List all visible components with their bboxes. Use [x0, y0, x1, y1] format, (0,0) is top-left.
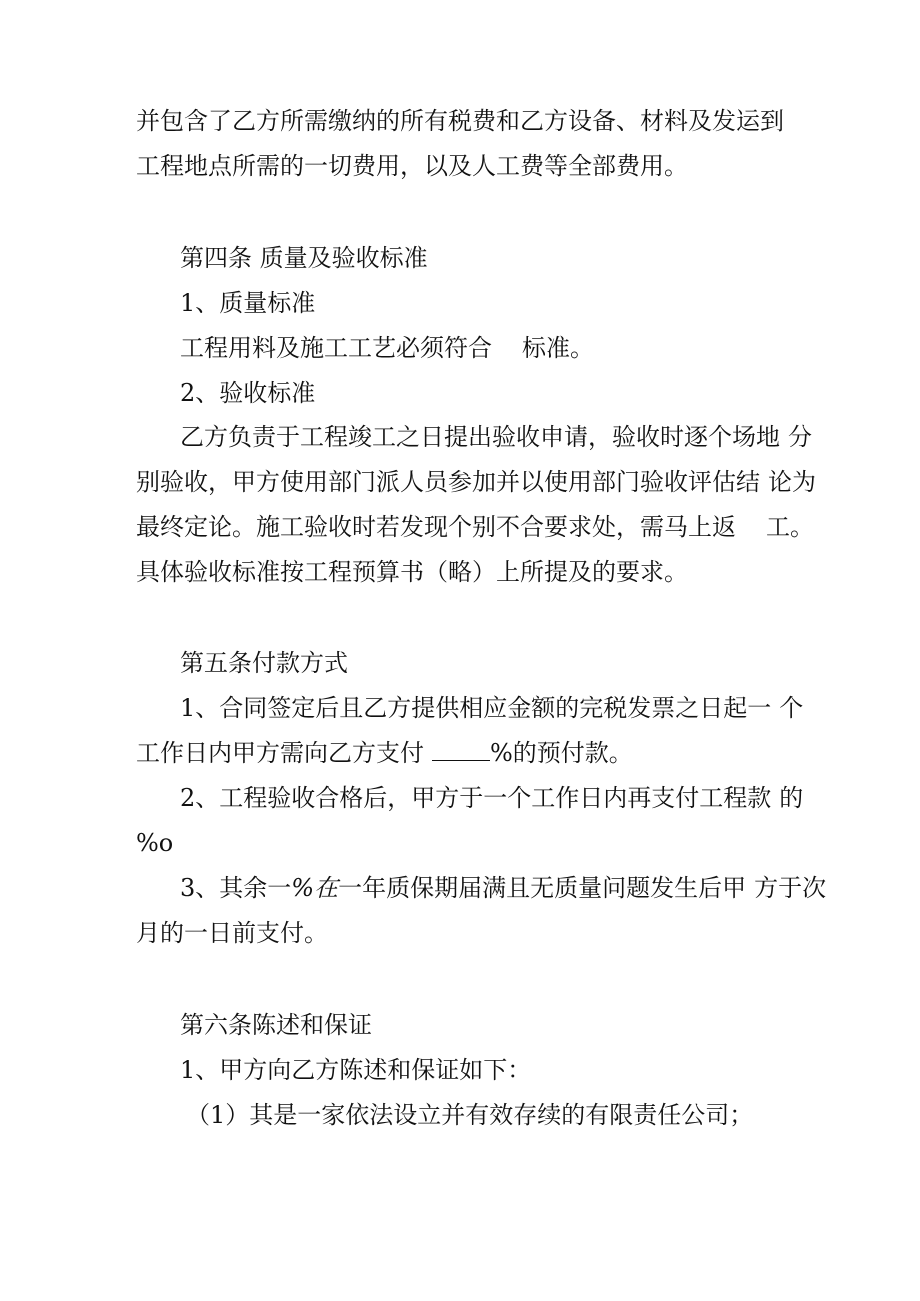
text-span: 一年质保期届满且无质量问题发生后甲 [338, 874, 747, 902]
paragraph-line [180, 422, 812, 452]
text-span: 2、验收标准 [180, 379, 316, 407]
paragraph-line [136, 151, 688, 181]
paragraph-line [186, 1100, 753, 1130]
text-span: 个 [779, 694, 804, 722]
text-span: 月的一日前支付。 [136, 919, 328, 947]
text-span: 标准。 [522, 334, 594, 362]
text-span: %的预付款。 [490, 739, 633, 767]
text-span: 的 [779, 784, 804, 812]
text-span: 并包含了乙方所需缴纳的所有税费和乙方设备、材料及发运到 [136, 107, 784, 135]
text-span: 具体验收标准按工程预算书（略）上所提及的要求。 [136, 558, 688, 586]
text-span: 2、工程验收合格后，甲方于一个工作日内再支付工程款 [180, 784, 772, 812]
paragraph-line [180, 873, 826, 903]
text-span: 第六条陈述和保证 [180, 1011, 372, 1039]
text-span: 工程用料及施工工艺必须符合 [180, 334, 492, 362]
fill-in-blank [432, 740, 490, 761]
paragraph-line [136, 557, 688, 587]
paragraph-line [136, 918, 328, 948]
text-span: 乙方负责于工程竣工之日提出验收申请，验收时逐个场地 [180, 423, 780, 451]
text-span: 分 [788, 423, 812, 451]
paragraph-line [180, 693, 803, 723]
text-span: 第四条 质量及验收标准 [180, 244, 428, 272]
text-span: 方于次 [754, 874, 827, 902]
paragraph-line [180, 783, 803, 813]
text-span: %o [136, 829, 174, 857]
paragraph-line [180, 333, 594, 363]
subsection-heading [180, 288, 315, 318]
section-heading [180, 243, 428, 273]
text-span: 论为 [768, 468, 816, 496]
paragraph-line [136, 467, 816, 497]
subsection-heading [180, 378, 315, 408]
paragraph-line [180, 1055, 531, 1085]
text-span: 3、其余一 [180, 874, 292, 902]
text-span: 1、甲方向乙方陈述和保证如下： [180, 1056, 532, 1084]
paragraph-line [136, 106, 784, 136]
text-span: 最终定论。施工验收时若发现个别不合要求处，需马上返 [136, 513, 736, 541]
text-span: 工作日内甲方需向乙方支付 [136, 739, 424, 767]
text-span: 1、质量标准 [180, 289, 316, 317]
text-span: （1）其是一家依法设立并有效存续的有限责任公司； [186, 1101, 754, 1129]
text-span: 第五条付款方式 [180, 649, 348, 677]
text-span: 别验收，甲方使用部门派人员参加并以使用部门验收评估结 [136, 468, 760, 496]
section-heading [180, 1010, 372, 1040]
text-span: 工程地点所需的一切费用，以及人工费等全部费用。 [136, 152, 688, 180]
paragraph-line [136, 512, 814, 542]
paragraph-line [136, 828, 173, 858]
text-span: 工。 [766, 513, 814, 541]
paragraph-line [136, 738, 633, 768]
text-span: %在 [291, 874, 339, 902]
text-span: 1、合同签定后且乙方提供相应金额的完税发票之日起一 [180, 694, 772, 722]
section-heading [180, 648, 348, 678]
